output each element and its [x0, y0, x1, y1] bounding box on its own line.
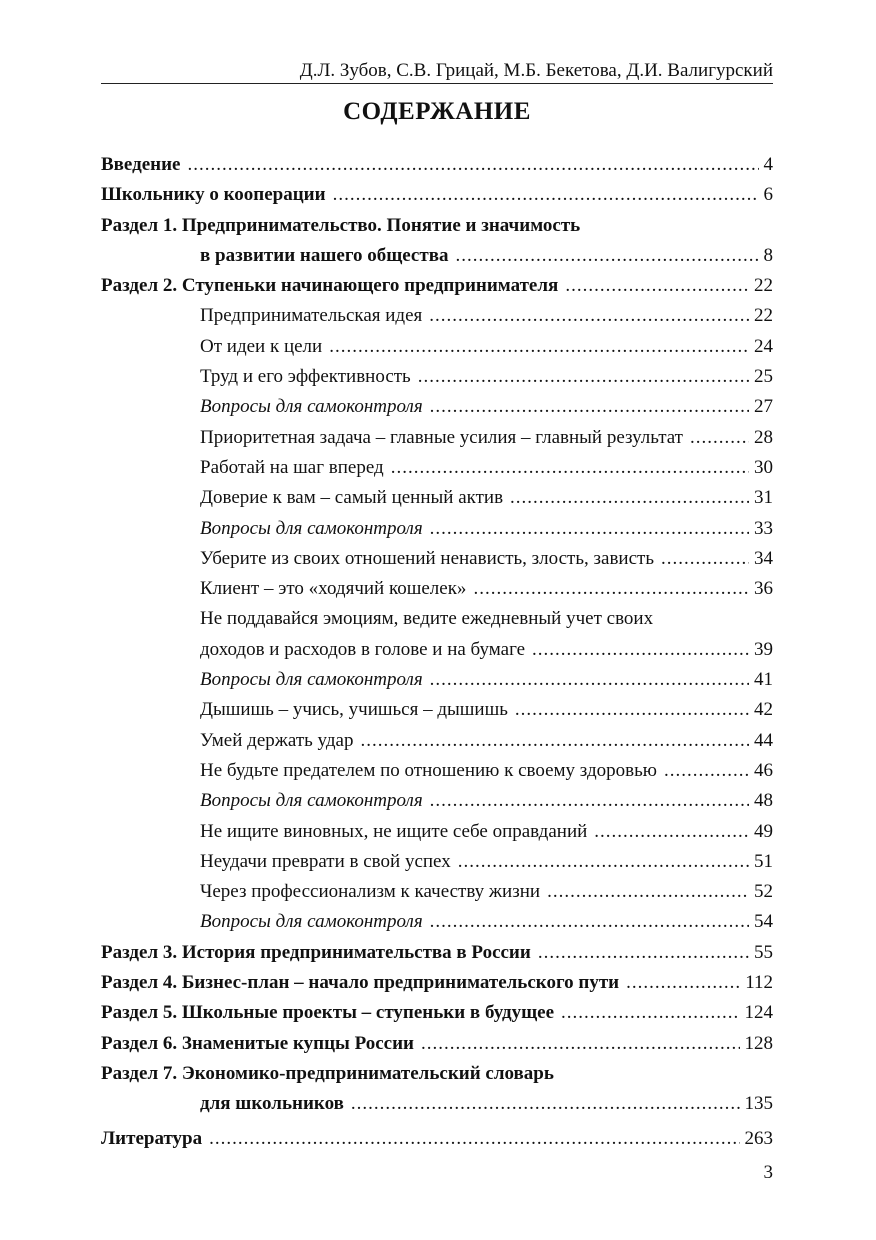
toc-entry-title: доходов и расходов в голове и на бумаге [200, 638, 526, 660]
toc-page-number: 48 [754, 790, 773, 812]
toc-page-number: 33 [754, 517, 773, 539]
toc-entry [101, 756, 773, 786]
toc-entry [101, 544, 773, 574]
toc-entry-title: для школьников [200, 1093, 344, 1115]
toc-entry [101, 271, 773, 301]
toc-page-number: 41 [754, 669, 773, 691]
dot-leader [418, 362, 749, 392]
toc-entry [101, 817, 773, 847]
dot-leader [209, 1124, 739, 1154]
toc-entry-line [101, 392, 773, 422]
toc-entry-title: Работай на шаг вперед [200, 456, 384, 478]
toc-entry-title: Вопросы для самоконтроля [200, 396, 423, 418]
toc-entry [101, 1059, 773, 1120]
toc-entry-title: Раздел 4. Бизнес-план – начало предпринимательского пути [101, 972, 620, 994]
dot-leader [515, 695, 749, 725]
toc-entry-title: Не поддавайся эмоциям, ведите ежедневный учет своих [200, 608, 654, 630]
toc-entry [101, 332, 773, 362]
toc-entry-line [101, 453, 773, 483]
dot-leader [421, 1029, 740, 1059]
table-of-contents [101, 150, 773, 1154]
toc-entry [101, 665, 773, 695]
toc-page-number: 8 [763, 244, 773, 266]
dot-leader [690, 423, 749, 453]
toc-entry-line [101, 817, 773, 847]
toc-entry-title: Приоритетная задача – главные усилия – главный результат [200, 426, 683, 448]
toc-entry-line [101, 483, 773, 513]
toc-entry-title: Литература [101, 1127, 203, 1149]
dot-leader [351, 1089, 740, 1119]
toc-page-number: 44 [754, 729, 773, 751]
toc-page-number: 28 [754, 426, 773, 448]
toc-page-number: 46 [754, 759, 773, 781]
toc-entry-line [101, 1124, 773, 1154]
toc-entry-title: Вопросы для самоконтроля [200, 517, 423, 539]
toc-entry [101, 574, 773, 604]
dot-leader [430, 514, 749, 544]
toc-page-number: 128 [744, 1032, 773, 1054]
toc-entry-line [101, 211, 773, 241]
toc-entry-title: Предпринимательская идея [200, 305, 423, 327]
toc-page-number: 22 [754, 275, 773, 297]
toc-page-number: 42 [754, 699, 773, 721]
header-rule [101, 83, 773, 84]
toc-entry-title: Раздел 1. Предпринимательство. Понятие и значимость [101, 214, 581, 236]
dot-leader [430, 665, 749, 695]
toc-page-number: 51 [754, 850, 773, 872]
toc-entry [101, 1124, 773, 1154]
toc-entry [101, 301, 773, 331]
dot-leader [188, 150, 759, 180]
toc-entry-title: Вопросы для самоконтроля [200, 911, 423, 933]
toc-entry-title: Раздел 6. Знаменитые купцы России [101, 1032, 414, 1054]
toc-entry-title: Раздел 5. Школьные проекты – ступеньки в будущее [101, 1002, 555, 1024]
toc-entry [101, 150, 773, 180]
dot-leader [510, 483, 749, 513]
toc-entry-title: Не ищите виновных, не ищите себе оправданий [200, 820, 588, 842]
dot-leader [561, 998, 739, 1028]
dot-leader [430, 786, 749, 816]
toc-page-number: 6 [763, 184, 773, 206]
toc-entry-line [101, 756, 773, 786]
toc-entry [101, 998, 773, 1028]
toc-entry-line [101, 1059, 773, 1089]
toc-page-number: 49 [754, 820, 773, 842]
page-title: СОДЕРЖАНИЕ [343, 98, 531, 125]
toc-entry-line [101, 150, 773, 180]
dot-leader [565, 271, 749, 301]
dot-leader [473, 574, 749, 604]
toc-entry [101, 877, 773, 907]
toc-entry-title: Вопросы для самоконтроля [200, 669, 423, 691]
toc-entry-title: Раздел 7. Экономико-предпринимательский словарь [101, 1062, 554, 1084]
toc-page-number: 55 [754, 941, 773, 963]
toc-entry-line [101, 574, 773, 604]
toc-entry-title: От идеи к цели [200, 335, 323, 357]
toc-entry-line [101, 544, 773, 574]
page-number: 3 [763, 1162, 773, 1183]
toc-entry-line [101, 665, 773, 695]
toc-entry [101, 968, 773, 998]
toc-entry-line [101, 301, 773, 331]
toc-page-number: 30 [754, 456, 773, 478]
toc-entry-line [101, 726, 773, 756]
toc-entry-line [101, 604, 773, 634]
toc-entry-title: Неудачи преврати в свой успех [200, 850, 451, 872]
toc-entry-line [101, 514, 773, 544]
toc-entry-title: Дышишь – учись, учишься – дышишь [200, 699, 508, 721]
toc-entry [101, 938, 773, 968]
toc-entry-line [101, 695, 773, 725]
toc-entry [101, 604, 773, 665]
toc-entry [101, 726, 773, 756]
dot-leader [391, 453, 749, 483]
dot-leader [547, 877, 749, 907]
toc-page-number: 54 [754, 911, 773, 933]
dot-leader [455, 241, 758, 271]
toc-page-number: 31 [754, 487, 773, 509]
toc-entry-line [101, 786, 773, 816]
toc-entry-line [101, 877, 773, 907]
toc-entry-line [101, 271, 773, 301]
toc-page-number: 25 [754, 366, 773, 388]
dot-leader [661, 544, 749, 574]
toc-page-number: 124 [744, 1002, 773, 1024]
toc-entry-title: Умей держать удар [200, 729, 354, 751]
toc-entry [101, 695, 773, 725]
toc-entry-title: Не будьте предателем по отношению к своему здоровью [200, 759, 657, 781]
toc-entry-line [101, 332, 773, 362]
toc-entry-title: Введение [101, 154, 181, 175]
dot-leader [458, 847, 749, 877]
dot-leader [594, 817, 749, 847]
dot-leader [333, 180, 759, 210]
dot-leader [329, 332, 749, 362]
toc-page-number: 36 [754, 578, 773, 600]
toc-entry-line [101, 907, 773, 937]
toc-page-number: 112 [745, 972, 773, 994]
dot-leader [360, 726, 749, 756]
toc-page-number: 39 [754, 638, 773, 660]
dot-leader [626, 968, 740, 998]
toc-entry [101, 392, 773, 422]
toc-entry-title: Раздел 3. История предпринимательства в России [101, 941, 531, 963]
toc-page-number: 34 [754, 547, 773, 569]
toc-entry [101, 483, 773, 513]
toc-entry [101, 180, 773, 210]
toc-entry-line [101, 1029, 773, 1059]
toc-entry-line [101, 362, 773, 392]
toc-entry [101, 786, 773, 816]
toc-page-number: 22 [754, 305, 773, 327]
toc-entry [101, 423, 773, 453]
toc-entry-line [101, 968, 773, 998]
running-header-authors: Д.Л. Зубов, С.В. Грицай, М.Б. Бекетова, Д.И. Валигурский [299, 60, 773, 81]
toc-entry-line [101, 938, 773, 968]
toc-entry-title: Через профессионализм к качеству жизни [200, 881, 541, 903]
toc-entry [101, 907, 773, 937]
dot-leader [430, 392, 749, 422]
dot-leader [538, 938, 749, 968]
toc-entry [101, 1029, 773, 1059]
toc-entry [101, 211, 773, 272]
toc-page-number: 24 [754, 335, 773, 357]
toc-entry [101, 847, 773, 877]
toc-entry [101, 453, 773, 483]
toc-entry-line [101, 847, 773, 877]
toc-page-number: 52 [754, 881, 773, 903]
dot-leader [429, 301, 749, 331]
toc-page-number: 27 [754, 396, 773, 418]
dot-leader [430, 907, 749, 937]
toc-entry-title: Раздел 2. Ступеньки начинающего предпринимателя [101, 275, 559, 297]
toc-entry-title: Клиент – это «ходячий кошелек» [200, 578, 467, 600]
toc-entry-title: в развитии нашего общества [200, 244, 449, 266]
toc-page-number: 135 [744, 1093, 773, 1115]
toc-entry-line [101, 635, 773, 665]
toc-page-number: 263 [744, 1127, 773, 1149]
toc-entry-title: Школьнику о кооперации [101, 184, 326, 206]
toc-entry-line [101, 423, 773, 453]
toc-entry-title: Труд и его эффективность [200, 366, 411, 388]
toc-entry-title: Уберите из своих отношений ненависть, злость, зависть [200, 547, 654, 569]
toc-entry-title: Вопросы для самоконтроля [200, 790, 423, 812]
toc-entry-line [101, 180, 773, 210]
toc-entry [101, 514, 773, 544]
toc-entry-title: Доверие к вам – самый ценный актив [200, 487, 504, 509]
toc-page-number: 4 [763, 154, 773, 175]
dot-leader [664, 756, 749, 786]
toc-entry-line [101, 998, 773, 1028]
dot-leader [532, 635, 749, 665]
toc-entry-line [101, 241, 773, 271]
toc-entry [101, 362, 773, 392]
toc-entry-line [101, 1089, 773, 1119]
